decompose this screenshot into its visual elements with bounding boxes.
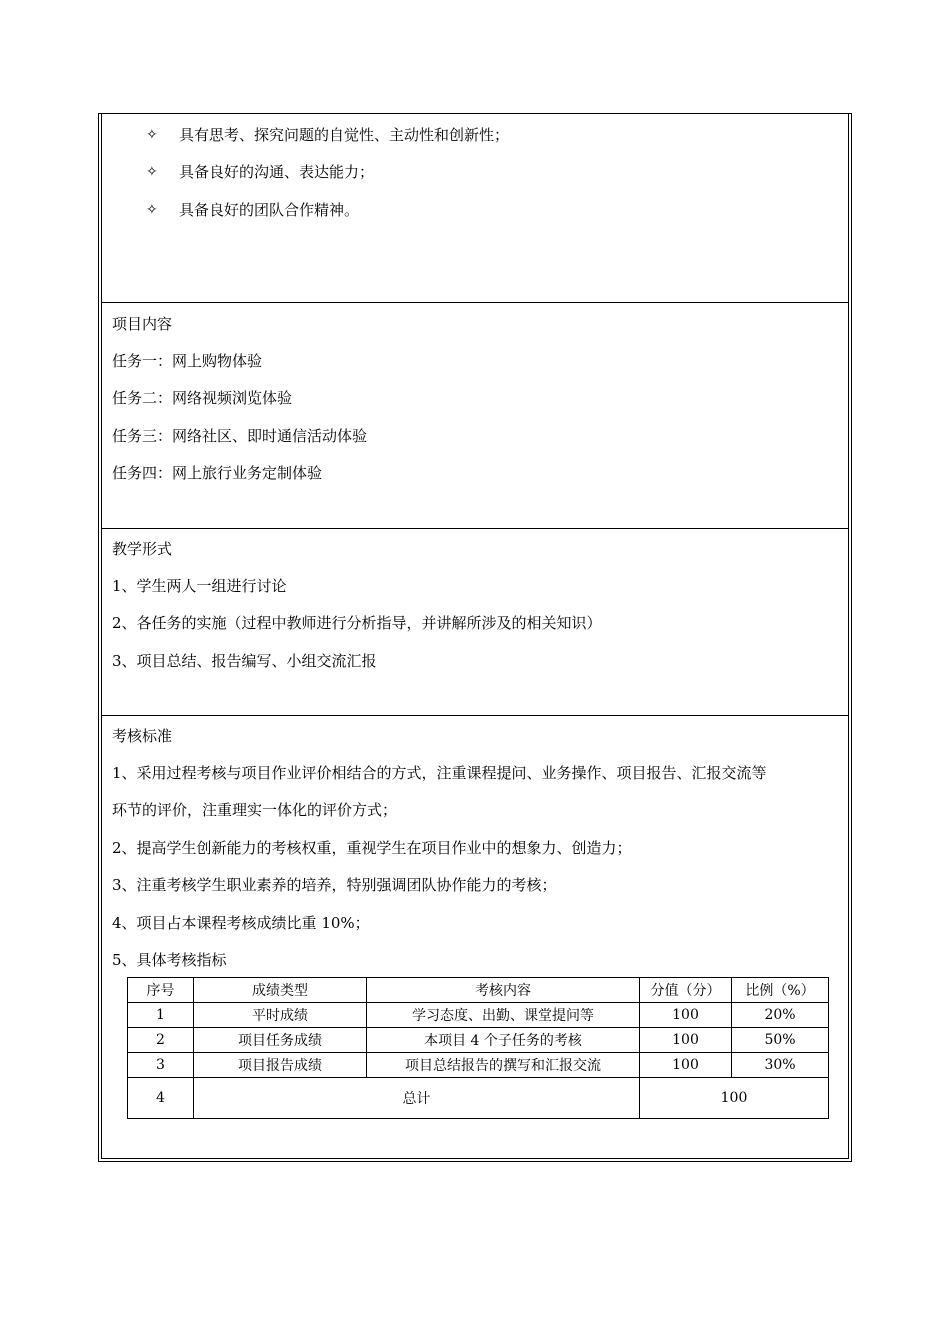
teaching-item: 1、学生两人一组进行讨论	[112, 577, 287, 595]
section-heading: 项目内容	[112, 315, 173, 333]
section-heading: 考核标准	[112, 727, 173, 745]
diamond-bullet-icon: ✧	[146, 202, 158, 218]
ability-item: 具备良好的团队合作精神。	[179, 201, 360, 219]
table-cell: 4	[128, 1078, 194, 1119]
table-cell: 项目总结报告的撰写和汇报交流	[367, 1053, 640, 1078]
table-cell: 平时成绩	[194, 1003, 367, 1028]
table-cell: 1	[128, 1003, 194, 1028]
table-total-row	[128, 1078, 829, 1119]
section-divider	[102, 302, 848, 303]
total-label: 总计	[194, 1078, 640, 1119]
table-row	[128, 1053, 829, 1078]
header-cell: 序号	[128, 978, 194, 1003]
header-cell: 考核内容	[367, 978, 640, 1003]
assessment-item: 环节的评价，注重理实一体化的评价方式；	[112, 801, 398, 819]
task-item: 任务三：网络社区、即时通信活动体验	[112, 427, 368, 445]
table-cell: 30%	[732, 1053, 829, 1078]
teaching-item: 2、各任务的实施（过程中教师进行分析指导，并讲解所涉及的相关知识）	[112, 614, 602, 632]
section-divider	[102, 528, 848, 529]
section-divider	[102, 715, 848, 716]
teaching-item: 3、项目总结、报告编写、小组交流汇报	[112, 652, 377, 670]
table-cell: 100	[640, 1003, 732, 1028]
task-item: 任务二：网络视频浏览体验	[112, 389, 293, 407]
score-table	[127, 977, 829, 1119]
table-cell: 2	[128, 1028, 194, 1053]
header-cell: 分值（分）	[640, 978, 732, 1003]
header-cell: 比例（%）	[732, 978, 829, 1003]
document-frame	[98, 113, 852, 1162]
ability-item: 具有思考、探究问题的自觉性、主动性和创新性；	[179, 126, 510, 144]
assessment-item: 4、项目占本课程考核成绩比重 10%；	[112, 914, 370, 932]
table-cell: 项目任务成绩	[194, 1028, 367, 1053]
table-row	[128, 1028, 829, 1053]
assessment-item: 5、具体考核指标	[112, 951, 227, 969]
task-item: 任务一：网上购物体验	[112, 352, 263, 370]
assessment-item: 1、采用过程考核与项目作业评价相结合的方式，注重课程提问、业务操作、项目报告、汇报交流等	[112, 764, 767, 782]
table-cell: 50%	[732, 1028, 829, 1053]
table-cell: 100	[640, 1053, 732, 1078]
ability-item: 具备良好的沟通、表达能力；	[179, 163, 375, 181]
table-cell: 3	[128, 1053, 194, 1078]
table-row	[128, 1003, 829, 1028]
assessment-item: 2、提高学生创新能力的考核权重，重视学生在项目作业中的想象力、创造力；	[112, 839, 632, 857]
table-cell: 学习态度、出勤、课堂提问等	[367, 1003, 640, 1028]
table-cell: 项目报告成绩	[194, 1053, 367, 1078]
table-cell: 100	[640, 1028, 732, 1053]
document-frame-inner	[101, 114, 849, 1159]
section-heading: 教学形式	[112, 540, 173, 558]
table-cell: 20%	[732, 1003, 829, 1028]
total-value: 100	[640, 1078, 829, 1119]
table-cell: 本项目 4 个子任务的考核	[367, 1028, 640, 1053]
table-header-row	[128, 978, 829, 1003]
diamond-bullet-icon: ✧	[146, 164, 158, 180]
diamond-bullet-icon: ✧	[146, 127, 158, 143]
assessment-item: 3、注重考核学生职业素养的培养，特别强调团队协作能力的考核；	[112, 876, 557, 894]
header-cell: 成绩类型	[194, 978, 367, 1003]
task-item: 任务四：网上旅行业务定制体验	[112, 464, 323, 482]
